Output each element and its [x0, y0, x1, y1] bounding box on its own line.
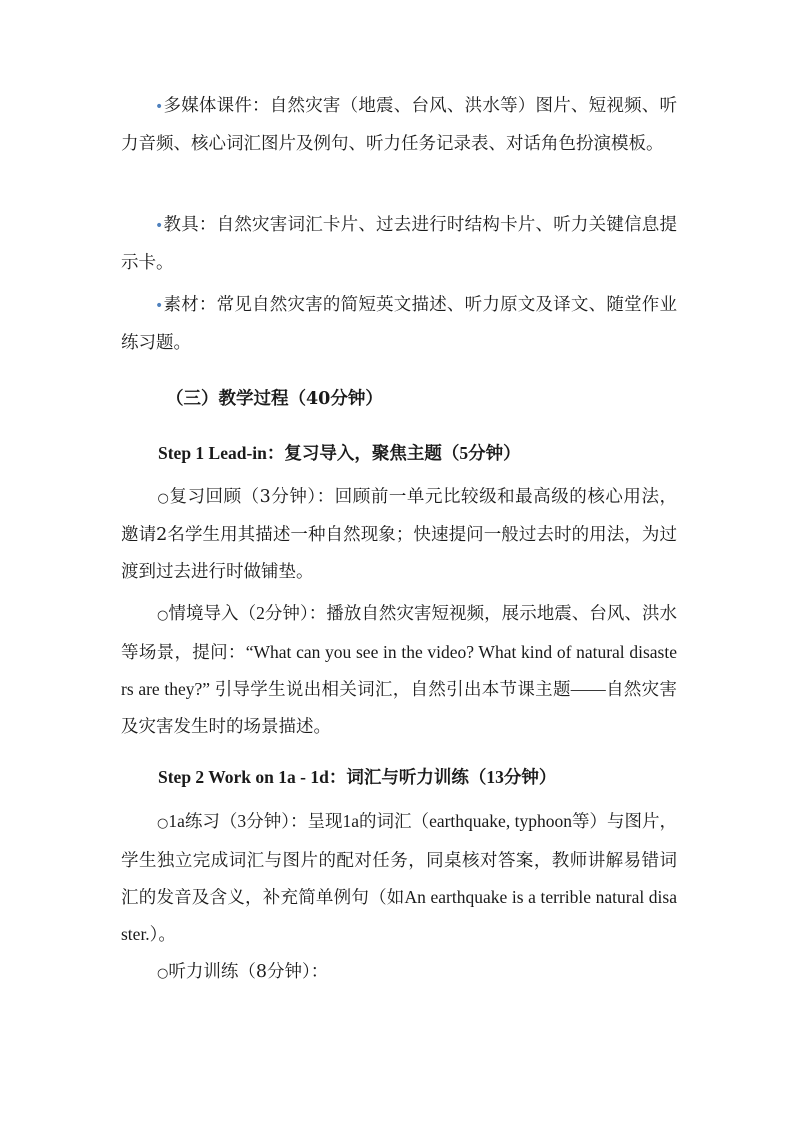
bullet-icon: •: [155, 218, 164, 234]
section-heading: （三）教学过程（40分钟）: [166, 389, 383, 409]
step2-listening-text: 听力训练（8分钟）：: [168, 962, 329, 982]
circle-marker-icon: ○: [157, 608, 169, 623]
bullet-icon: •: [155, 99, 164, 115]
circle-marker-icon: ○: [157, 966, 169, 981]
materials-teaching-aids-text: 教具：自然灾害词汇卡片、过去进行时结构卡片、听力关键信息提示卡。: [121, 215, 677, 273]
step1-review-paragraph: [121, 479, 677, 591]
step1-review-text: 复习回顾（3分钟）：回顾前一单元比较级和最高级的核心用法，邀请2名学生用其描述一种自然现象；快速提问一般过去时的用法，为过渡到过去进行时做铺垫。: [121, 487, 678, 582]
materials-multimedia-text: 多媒体课件：自然灾害（地震、台风、洪水等）图片、短视频、听力音频、核心词汇图片及例句、听力任务记录表、对话角色扮演模板。: [121, 96, 677, 154]
materials-resources-text: 素材：常见自然灾害的简短英文描述、听力原文及译文、随堂作业练习题。: [121, 295, 677, 353]
materials-teaching-aids-paragraph: [121, 207, 677, 282]
step2-1a-paragraph: [121, 803, 677, 953]
circle-marker-icon: ○: [157, 816, 169, 831]
materials-resources-paragraph: [121, 287, 677, 362]
materials-multimedia-paragraph: [121, 88, 677, 163]
step1-context-paragraph: [121, 595, 677, 745]
step2-heading: Step 2 Work on 1a - 1d：词汇与听力训练（13分钟）: [158, 767, 557, 787]
step2-1a-text: 1a练习（3分钟）：呈现1a的词汇（earthquake, typhoon等）与图片，学生独立完成词汇与图片的配对任务，同桌核对答案，教师讲解易错词汇的发音及含义，补充简单例句（如An earthquake is a terrible natural disaster.）。: [121, 811, 678, 944]
bullet-icon: •: [155, 298, 164, 314]
step1-context-text: 情境导入（2分钟）：播放自然灾害短视频，展示地震、台风、洪水等场景，提问：“What can you see in the video? What kind of natural disasters are they?” 引导学生说出相关词汇，自然引出本节课主题——自然灾害及灾害发生时的场景描述。: [121, 603, 678, 736]
step2-listening-paragraph: [121, 954, 677, 992]
step1-heading: Step 1 Lead-in：复习导入，聚焦主题（5分钟）: [158, 443, 521, 463]
circle-marker-icon: ○: [157, 491, 170, 506]
